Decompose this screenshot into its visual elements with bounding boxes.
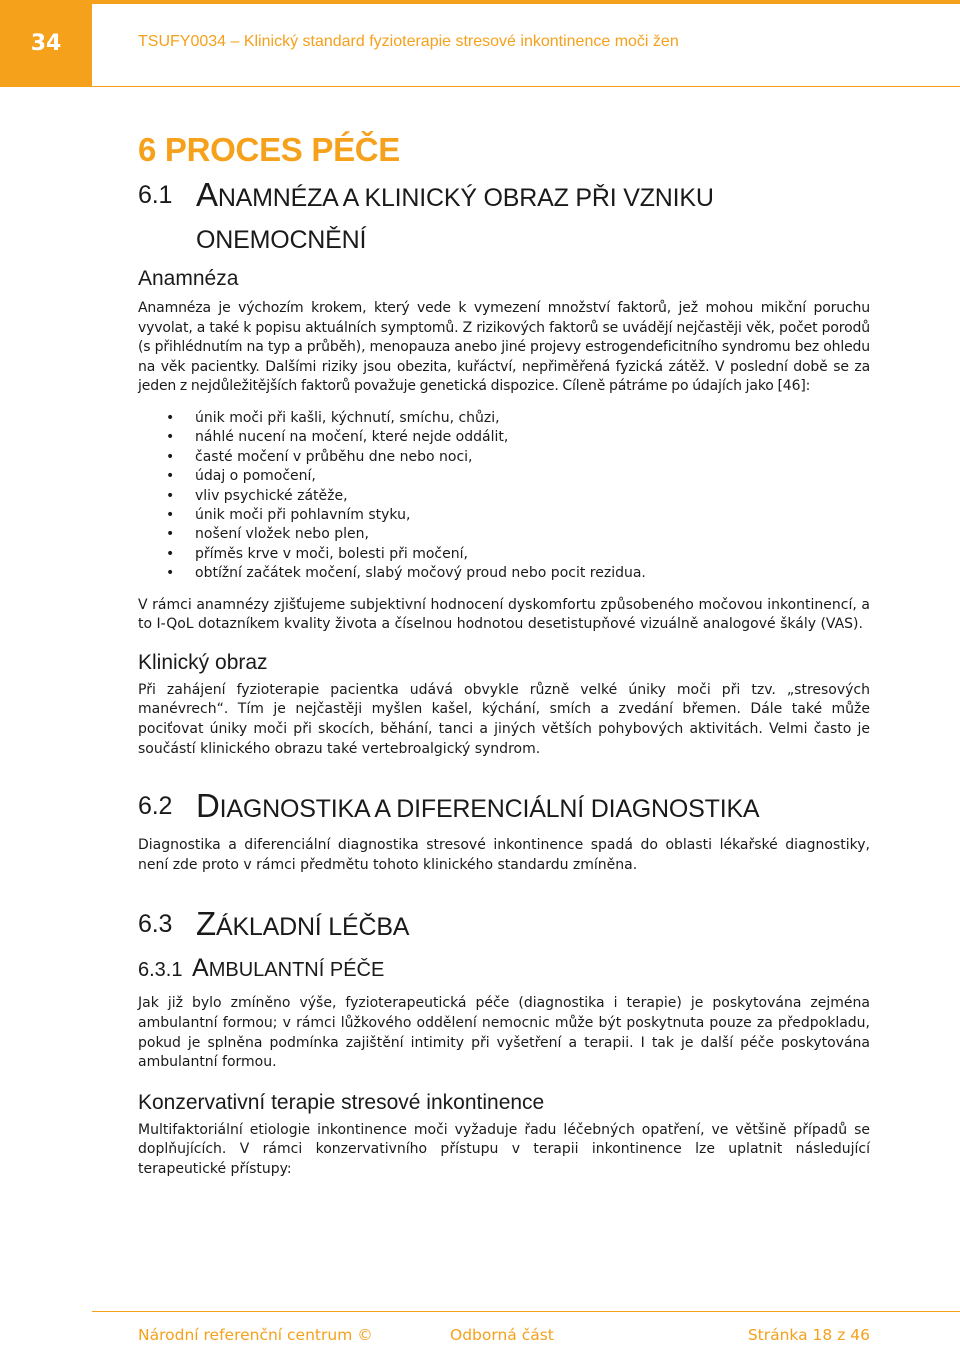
footer-section: Odborná část xyxy=(450,1326,554,1344)
page-content xyxy=(138,128,870,1180)
klinicky-obraz-paragraph: Při zahájení fyzioterapie pacientka udává obvykle různě velké úniky moči při tzv. „stresových manévrech“. Tím je nejčastěji myšlen kašel, kýchání, smích a zvedání břemen. Dále také může pociťovat úniky moči při skocích, běhání, tanci a jiných větších pohybových aktivitách. Velmi často je součástí klinického obrazu také vertebroalgický syndrom. xyxy=(138,681,870,757)
header-rule-top xyxy=(92,0,960,4)
ambulantni-pece-paragraph: Jak již bylo zmíněno výše, fyzioterapeutická péče (diagnostika i terapie) je poskytována zejména ambulantní formou; v rámci lůžkového oddělení nemocnic může být poskytnuta pouze za předpokladu, pokud je splněna podmínka zajištění intimity při vyšetření a terapii. I tak je další péče poskytována ambulantní formou. xyxy=(138,995,870,1071)
footer-publisher: Národní referenční centrum © xyxy=(138,1326,373,1344)
klinicky-obraz-heading: Klinický obraz xyxy=(138,650,268,674)
section-6-3-1-heading xyxy=(138,954,870,984)
section-number: 6.3 xyxy=(138,910,173,939)
page-number-badge xyxy=(0,0,92,87)
section-6-3-heading xyxy=(138,903,870,948)
list-item: • vliv psychické zátěže, xyxy=(138,487,870,506)
section-number: 6.1 xyxy=(138,181,173,209)
symptom-list xyxy=(138,409,870,584)
chapter-title: 6 PROCES PÉČE xyxy=(138,131,401,168)
section-initial: Z xyxy=(196,905,216,943)
subsection-number: 6.3.1 xyxy=(138,959,183,982)
section-initial: A xyxy=(196,176,218,213)
diagnostika-paragraph: Diagnostika a diferenciální diagnostika stresové inkontinence spadá do oblasti lékařské diagnostiky, není zde proto v rámci předmětu tohoto klinického standardu zmíněna. xyxy=(138,837,870,873)
list-item: • nošení vložek nebo plen, xyxy=(138,525,870,544)
anamneza-paragraph: Anamnéza je výchozím krokem, který vede k vymezení množství faktorů, jež mohou mikční poruchu vyvolat, a také k popisu aktuálních symptomů. Z rizikových faktorů se uvádějí nejčastěji věk, počet porodů (s přihlédnutím na typ a průběh), menopauza anebo jiné projevy estrogendeficitního syndromu bez ohledu na věk pacientky. Dalšími riziky jsou obezita, kuřáctví, nepřiměřená fyzická zátěž. V poslední době se za jeden z nejdůležitějších faktorů považuje genetická dispozice. Cíleně pátráme po údajích jako [46]: xyxy=(138,300,870,395)
list-item: • údaj o pomočení, xyxy=(138,467,870,486)
anamneza-heading: Anamnéza xyxy=(138,267,239,290)
list-item: • obtížní začátek močení, slabý močový proud nebo pocit rezidua. xyxy=(138,564,870,583)
section-title: IAGNOSTIKA A DIFERENCIÁLNÍ DIAGNOSTIKA xyxy=(219,795,760,824)
section-number: 6.2 xyxy=(138,792,173,821)
page-number: 34 xyxy=(30,31,62,56)
list-item: • náhlé nucení na močení, které nejde oddálit, xyxy=(138,428,870,447)
list-item: • časté močení v průběhu dne nebo noci, xyxy=(138,448,870,467)
list-item: • únik moči při kašli, kýchnutí, smíchu, chůzi, xyxy=(138,409,870,428)
list-item: • únik moči při pohlavním styku, xyxy=(138,506,870,525)
section-initial: D xyxy=(196,787,220,825)
footer-page-count: Stránka 18 z 46 xyxy=(747,1326,870,1344)
section-6-2-heading xyxy=(138,785,870,830)
section-title: NAMNÉZA A KLINICKÝ OBRAZ PŘI VZNIKU ONEMOCNĚNÍ xyxy=(196,184,714,254)
list-item: • příměs krve v moči, bolesti při močení, xyxy=(138,545,870,564)
section-title: ÁKLADNÍ LÉČBA xyxy=(215,913,410,942)
subsection-initial: A xyxy=(192,954,209,983)
header-rule-bottom xyxy=(92,86,960,87)
anamneza-paragraph-2: V rámci anamnézy zjišťujeme subjektivní hodnocení dyskomfortu způsobeného močovou inkontinencí, a to I-QoL dotazníkem kvality života a číselnou hodnotou desetistupňové vizuálně analogové škály (VAS). xyxy=(138,596,870,633)
subsection-title: MBULANTNÍ PÉČE xyxy=(208,959,385,982)
footer-rule xyxy=(92,1311,960,1312)
section-6-1-heading xyxy=(138,174,870,261)
document-header-title: TSUFY0034 – Klinický standard fyzioterapie stresové inkontinence moči žen xyxy=(138,33,679,50)
konzervativni-terapie-paragraph: Multifaktoriální etiologie inkontinence moči vyžaduje řadu léčebných opatření, ve většině případů se doplňujících. V rámci konzervativního přístupu v terapii inkontinence lze uplatnit následující terapeutické přístupy: xyxy=(138,1121,870,1177)
konzervativni-terapie-heading: Konzervativní terapie stresové inkontinence xyxy=(138,1090,545,1114)
